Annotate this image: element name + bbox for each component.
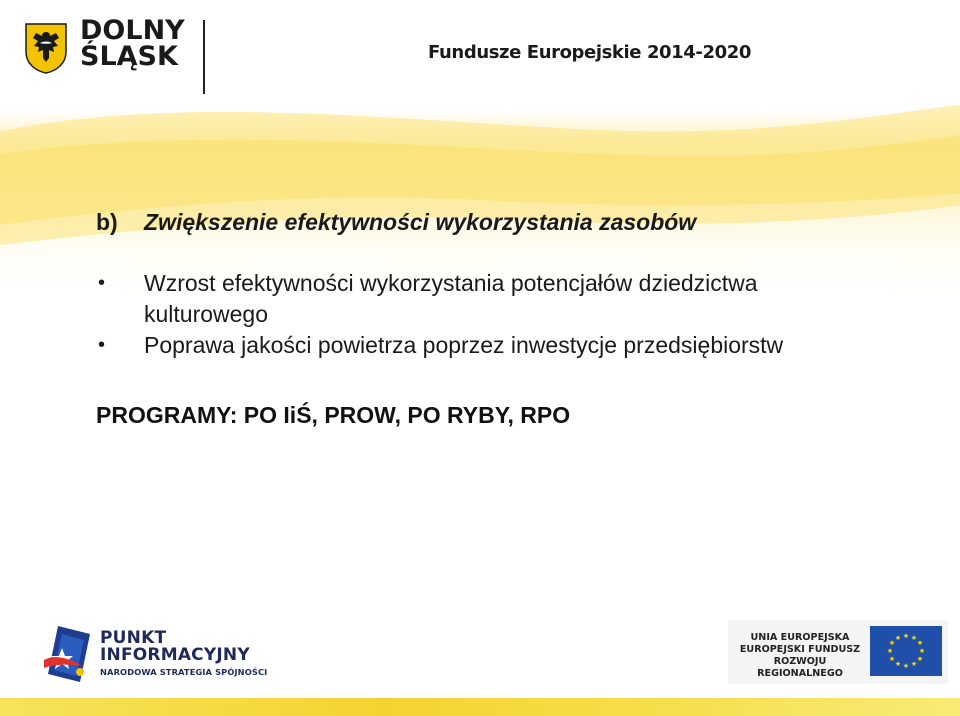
svg-text:★: ★ bbox=[918, 647, 926, 655]
svg-text:★: ★ bbox=[916, 639, 924, 647]
eu-line-3: ROZWOJU REGIONALNEGO bbox=[757, 656, 843, 679]
pi-line-3: NARODOWA STRATEGIA SPÓJNOŚCI bbox=[100, 667, 268, 677]
list-item bbox=[96, 268, 884, 330]
brand-line-1: DOLNY bbox=[80, 15, 185, 46]
bullet-list bbox=[96, 268, 916, 361]
punkt-informacyjny-text bbox=[100, 630, 267, 677]
bullet-icon: • bbox=[98, 334, 106, 356]
eu-line-1: UNIA EUROPEJSKA bbox=[750, 632, 850, 643]
svg-text:★: ★ bbox=[894, 634, 902, 642]
svg-text:★: ★ bbox=[886, 647, 894, 655]
section-heading bbox=[96, 206, 916, 238]
svg-text:★: ★ bbox=[894, 660, 902, 668]
list-item bbox=[96, 330, 884, 361]
programs-line: PROGRAMY: PO IiŚ, PROW, PO RYBY, RPO bbox=[96, 402, 571, 428]
slide-content bbox=[96, 206, 916, 430]
svg-text:★: ★ bbox=[902, 632, 910, 640]
header bbox=[0, 0, 960, 110]
bullet-text: Wzrost efektywności wykorzystania potencjałów dziedzictwa kulturowego bbox=[144, 270, 758, 327]
lower-silesia-eagle-crest-icon bbox=[24, 22, 68, 74]
svg-text:★: ★ bbox=[910, 634, 918, 642]
svg-text:★: ★ bbox=[910, 660, 918, 668]
bullet-icon: • bbox=[98, 272, 106, 294]
svg-text:★: ★ bbox=[888, 639, 896, 647]
pi-line-1: PUNKT bbox=[100, 628, 167, 648]
svg-text:★: ★ bbox=[888, 655, 896, 663]
pi-line-2: INFORMACYJNY bbox=[100, 645, 250, 665]
eu-flag-icon bbox=[870, 626, 942, 676]
svg-text:★: ★ bbox=[902, 662, 910, 670]
heading-text: Zwiększenie efektywności wykorzystania zasobów bbox=[144, 209, 697, 235]
page-title: Fundusze Europejskie 2014-2020 bbox=[428, 42, 752, 63]
header-divider bbox=[203, 20, 205, 94]
bullet-text: Poprawa jakości powietrza poprzez inwestycje przedsiębiorstw bbox=[144, 332, 784, 358]
svg-text:★: ★ bbox=[916, 655, 924, 663]
heading-marker: b) bbox=[96, 209, 118, 235]
bottom-yellow-bar bbox=[0, 698, 960, 716]
brand-wordmark bbox=[80, 15, 185, 72]
eu-fund-text bbox=[738, 632, 862, 680]
brand-line-2: ŚLĄSK bbox=[80, 41, 178, 72]
eu-line-2: EUROPEJSKI FUNDUSZ bbox=[739, 644, 861, 655]
